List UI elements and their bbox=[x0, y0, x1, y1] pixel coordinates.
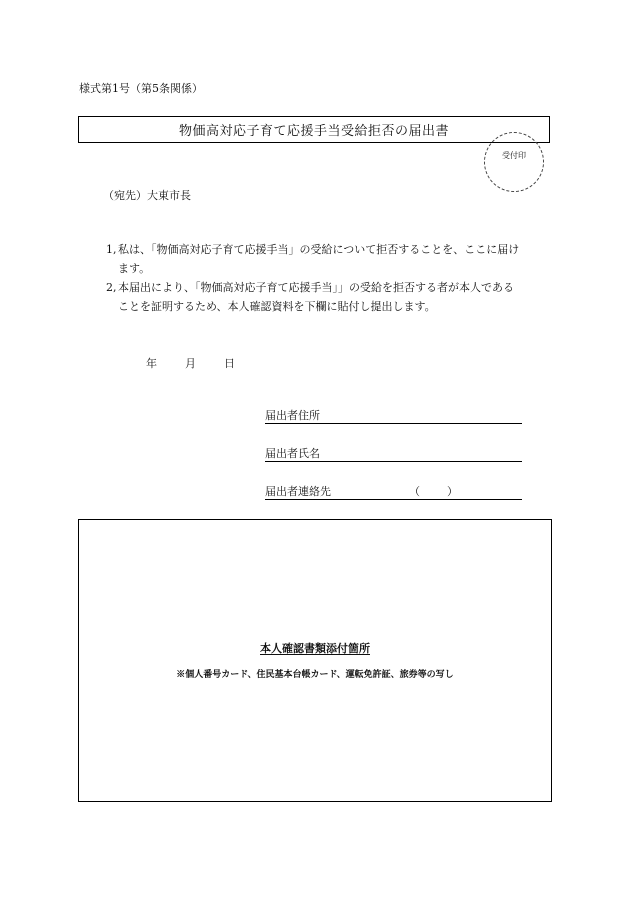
date-field[interactable] bbox=[146, 355, 235, 371]
reception-stamp-circle bbox=[484, 132, 544, 192]
applicant-address-field[interactable] bbox=[265, 407, 522, 424]
phone-paren-open: （ bbox=[409, 485, 420, 498]
applicant-contact-field[interactable] bbox=[265, 483, 522, 500]
item-text: 私は、「物価高対応子育て応援手当」の受給について拒否することを、ここに届け bbox=[118, 243, 520, 256]
item-number: 2, bbox=[106, 281, 117, 294]
item-text-continued: ことを証明するため、本人確認資料を下欄に貼付し提出します。 bbox=[118, 300, 436, 313]
id-document-attachment-area[interactable] bbox=[78, 519, 552, 802]
date-year-label: 年 bbox=[146, 357, 157, 370]
date-month-label: 月 bbox=[185, 357, 196, 370]
addressee: （宛先）大東市長 bbox=[103, 189, 191, 202]
applicant-address-label: 届出者住所 bbox=[265, 409, 320, 422]
form-title-box bbox=[78, 116, 550, 143]
item-text-continued: ます。 bbox=[118, 262, 151, 275]
form-title: 物価高対応子育て応援手当受給拒否の届出書 bbox=[178, 124, 449, 139]
item-text: 本届出により、「物価高対応子育て応援手当」」の受給を拒否する者が本人である bbox=[118, 281, 514, 294]
applicant-contact-label: 届出者連絡先 bbox=[265, 485, 331, 498]
item-number: 1, bbox=[106, 243, 117, 256]
form-number: 様式第1号（第5条関係） bbox=[79, 82, 203, 95]
date-day-label: 日 bbox=[224, 357, 235, 370]
attachment-title bbox=[78, 640, 552, 656]
applicant-name-label: 届出者氏名 bbox=[265, 447, 320, 460]
phone-paren-close: ） bbox=[447, 485, 458, 498]
declaration-item-1 bbox=[106, 240, 551, 278]
applicant-name-field[interactable] bbox=[265, 445, 522, 462]
attachment-title-text: 本人確認書類添付箇所 bbox=[260, 642, 370, 655]
reception-stamp-label: 受付印 bbox=[502, 150, 526, 160]
declaration-item-2 bbox=[106, 278, 551, 316]
attachment-note: ※個人番号カード、住民基本台帳カード、運転免許証、旅券等の写し bbox=[176, 670, 454, 680]
